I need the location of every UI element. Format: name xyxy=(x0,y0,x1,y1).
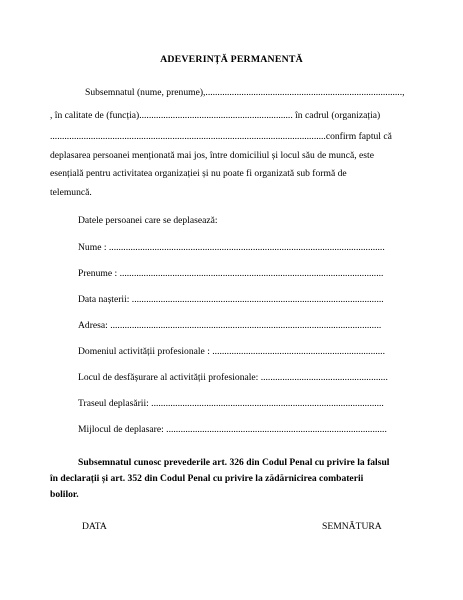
intro-line-2: , în calitate de (funcția)................................................................ în cadrul (organizația) xyxy=(50,110,381,121)
field-traseul-deplasarii: Traseul deplasării: ................................................................................................. xyxy=(78,398,384,409)
legal-notice-line-3: bolilor. xyxy=(50,489,79,500)
intro-line-6: telemuncă. xyxy=(50,187,92,198)
field-mijlocul-deplasare: Mijlocul de deplasare: ............................................................................................ xyxy=(78,424,387,435)
field-prenume: Prenume : .............................................................................................................. xyxy=(78,268,384,279)
legal-notice-line-2: în declarații și art. 352 din Codul Penal cu privire la zădărnicirea combaterii xyxy=(50,473,364,484)
legal-notice-line-1: Subsemnatul cunosc prevederile art. 326 din Codul Penal cu privire la falsul xyxy=(78,457,390,468)
signature-label: SEMNĂTURA xyxy=(322,521,382,532)
field-nume: Nume : ................................................................................................................... xyxy=(78,242,385,253)
intro-line-3: ...................................................................................................................confirm faptul că xyxy=(50,131,392,142)
intro-line-4: deplasarea persoanei menționată mai jos, între domiciliul și locul său de muncă, este xyxy=(50,150,374,161)
date-label: DATA xyxy=(82,521,107,532)
intro-line-5: esențială pentru activitatea organizației și nu poate fi organizată sub formă de xyxy=(50,168,347,179)
field-locul-desfasurare: Locul de desfășurare al activității profesionale: ..................................................... xyxy=(78,372,388,383)
intro-line-1: Subsemnatul (nume, prenume),.................................................................................., xyxy=(85,87,405,98)
field-domeniul-activitatii: Domeniul activității profesionale : ........................................................................ xyxy=(78,346,385,357)
field-adresa: Adresa: ................................................................................................................. xyxy=(78,320,382,331)
field-data-nasterii: Data nașterii: ......................................................................................................... xyxy=(78,294,384,305)
document-title: ADEVERINȚĂ PERMANENTĂ xyxy=(160,54,303,65)
section-heading: Datele persoanei care se deplasează: xyxy=(78,215,218,226)
